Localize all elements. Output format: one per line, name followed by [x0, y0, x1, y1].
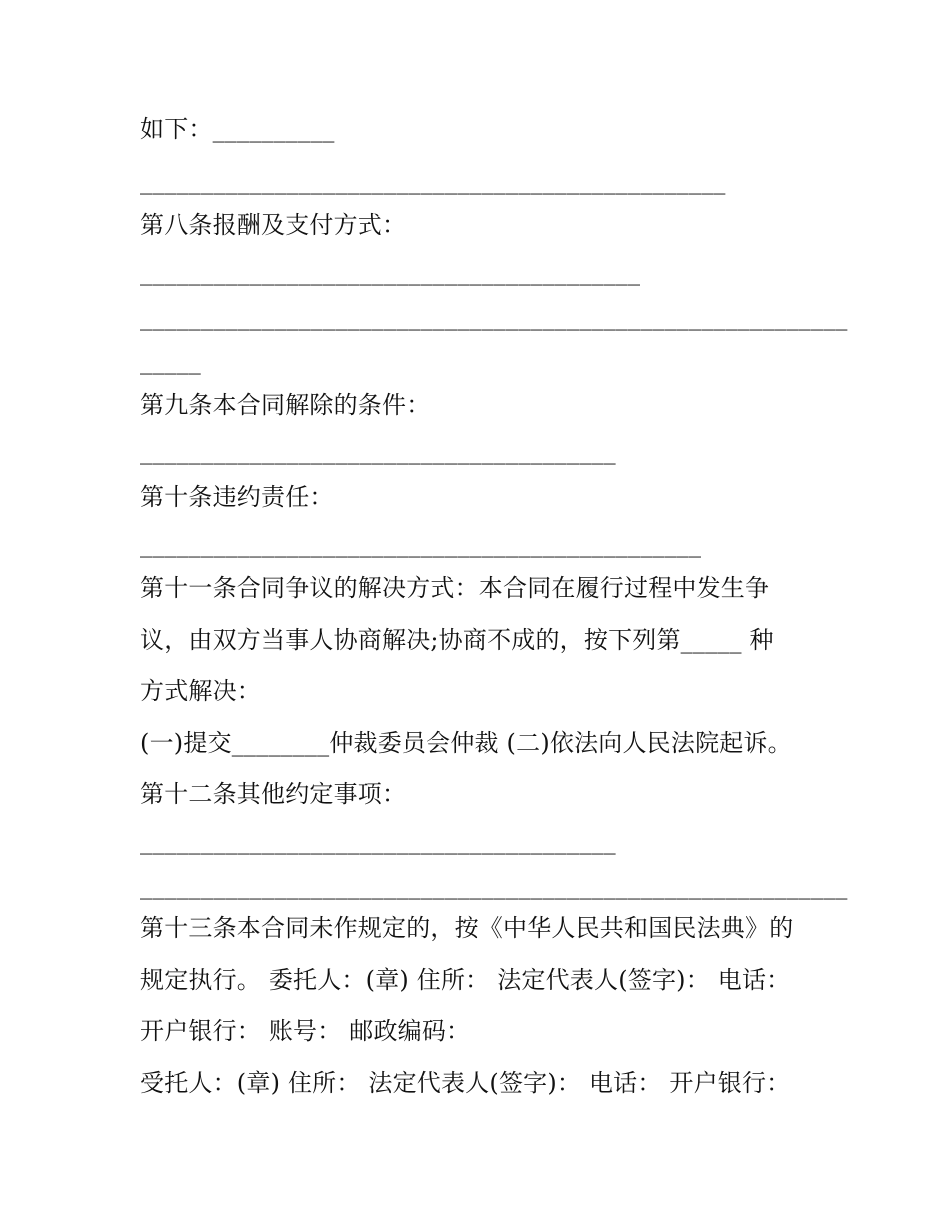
- principal-info: 开户银行： 账号： 邮政编码：: [140, 1017, 471, 1045]
- dispute-options: (一)提交________仲裁委员会仲裁 (二)依法向人民法院起诉。: [140, 729, 792, 757]
- article-11-text: 议，由双方当事人协商解决;协商不成的，按下列第_____ 种: [140, 626, 774, 654]
- blank-line: _____: [140, 347, 201, 375]
- text-line: 如下：__________: [140, 115, 335, 143]
- article-8-heading: 第八条报酬及支付方式：: [140, 211, 407, 239]
- article-12-heading: 第十二条其他约定事项：: [140, 780, 407, 808]
- article-11-text: 第十一条合同争议的解决方式：本合同在履行过程中发生争: [140, 574, 770, 602]
- article-11-text: 方式解决：: [140, 677, 261, 705]
- agent-info: 受托人：(章) 住所： 法定代表人(签字)： 电话： 开户银行：: [140, 1069, 791, 1097]
- blank-line: ______________________________________________: [140, 530, 702, 558]
- article-9-heading: 第九条本合同解除的条件：: [140, 391, 431, 419]
- blank-line: __________________________________________________________: [140, 303, 848, 331]
- blank-line: __________________________________________________________: [140, 872, 848, 900]
- blank-line: _______________________________________: [140, 827, 616, 855]
- blank-line: _________________________________________: [140, 258, 641, 286]
- article-10-heading: 第十条违约责任：: [140, 483, 334, 511]
- blank-line: ________________________________________________: [140, 167, 726, 195]
- blank-line: _______________________________________: [140, 437, 616, 465]
- principal-info: 规定执行。 委托人：(章) 住所： 法定代表人(签字)： 电话：: [140, 966, 791, 994]
- article-13-text: 第十三条本合同未作规定的，按《中华人民共和国民法典》的: [140, 914, 794, 942]
